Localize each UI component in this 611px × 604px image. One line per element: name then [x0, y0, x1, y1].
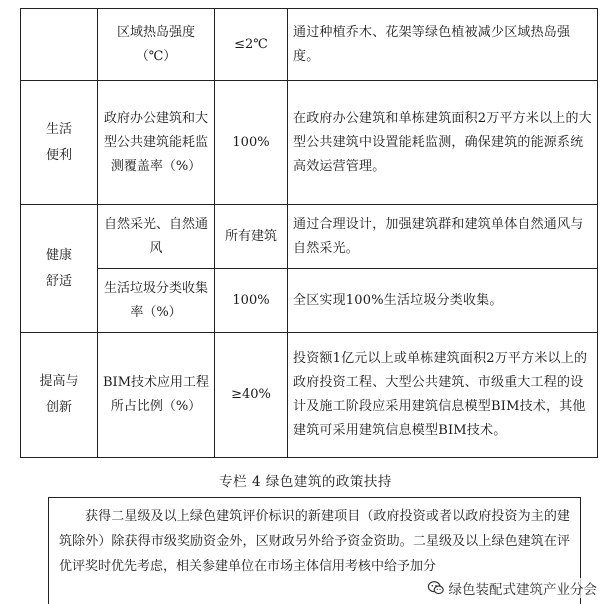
watermark — [425, 578, 600, 598]
target-cell: 所有建筑 — [215, 205, 288, 269]
table-row — [21, 81, 598, 205]
category-label: 生活便利 — [45, 121, 72, 163]
indicator-cell: 区域热岛强度（℃） — [98, 9, 215, 81]
table-row — [21, 333, 598, 458]
wechat-icon — [427, 579, 445, 597]
target-cell: 100% — [215, 81, 288, 205]
watermark-text: 绿色装配式建筑产业分会 — [448, 582, 597, 598]
indicator-cell: 自然采光、自然通风 — [98, 205, 215, 269]
description-cell: 投资额1亿元以上或单栋建筑面积2万平方米以上的政府投资工程、大型公共建筑、市级重大工程的设计及施工阶段应采用建筑信息模型BIM技术，其他建筑可采用建筑信息模型BIM技术。 — [288, 333, 598, 458]
target-cell: ≥40% — [215, 333, 288, 458]
table-row — [21, 9, 598, 81]
indicator-cell: BIM技术应用工程所占比例（%） — [98, 333, 215, 458]
category-label: 提高与创新 — [39, 374, 79, 415]
indicator-cell: 政府办公建筑和大型公共建筑能耗监测覆盖率（%） — [98, 81, 215, 205]
category-cell — [21, 205, 98, 333]
description-cell: 在政府办公建筑和单栋建筑面积2万平方米以上的大型公共建筑中设置能耗监测，确保建筑的能源系统高效运营管理。 — [288, 81, 598, 205]
description-cell: 通过合理设计，加强建筑群和建筑单体自然通风与自然采光。 — [288, 205, 598, 269]
indicator-cell: 生活垃圾分类收集率（%） — [98, 269, 215, 333]
table-row — [21, 269, 598, 333]
indicator-table — [20, 8, 598, 458]
target-cell: ≤2℃ — [215, 9, 288, 81]
table-row — [21, 205, 598, 269]
policy-text: 获得二星级及以上绿色建筑评价标识的新建项目（政府投资或者以政府投资为主的建筑除外）除获得市级奖励资金外，区财政另外给予资金资助。二星级及以上绿色建筑在评优评奖时优先考虑，相关参建单位在市场主体信用考核中给予加分 — [59, 509, 570, 574]
column-caption: 专栏 4 绿色建筑的政策扶持 — [219, 474, 392, 490]
description-cell: 通过种植乔木、花架等绿色植被减少区域热岛强度。 — [288, 9, 598, 81]
target-cell: 100% — [215, 269, 288, 333]
category-label: 健康舒适 — [45, 247, 72, 289]
description-cell: 全区实现100%生活垃圾分类收集。 — [288, 269, 598, 333]
category-cell — [21, 81, 98, 205]
category-cell — [21, 9, 98, 81]
category-cell — [21, 333, 98, 458]
